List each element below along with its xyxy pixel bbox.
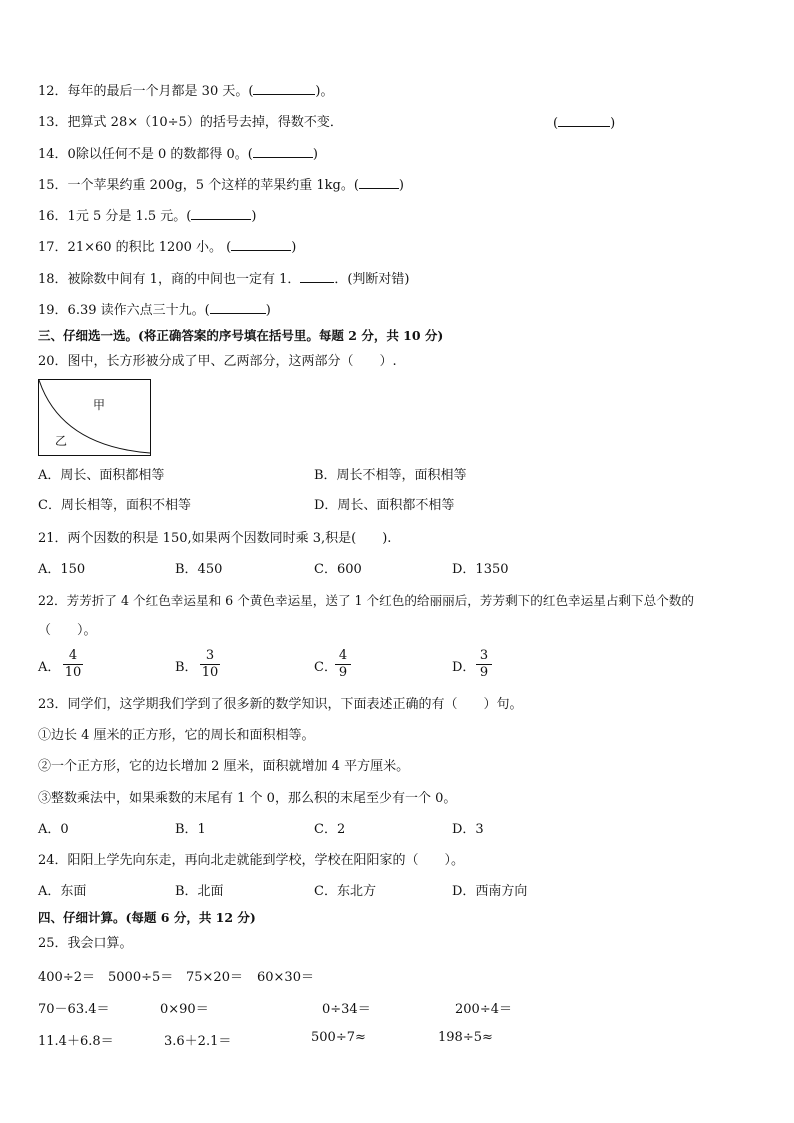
calc-item: 200÷4＝ [455, 1002, 512, 1017]
q22-option-a-fraction[interactable]: 4 10 [64, 648, 82, 680]
figure-label-a: 甲 [93, 398, 106, 412]
calc-item: 5000÷5＝ [108, 970, 174, 985]
question-12-text: 12．每年的最后一个月都是 30 天。( [38, 84, 254, 99]
q23-statement-3: ③整数乘法中，如果乘数的末尾有 1 个 0，那么积的末尾至少有一个 0。 [38, 791, 457, 806]
question-19: 19．6.39 读作六点三十九。( ) [38, 303, 271, 318]
q23-option-c[interactable]: C．2 [314, 822, 346, 837]
q23-statement-1: ①边长 4 厘米的正方形，它的周长和面积相等。 [38, 728, 315, 743]
q20-option-c[interactable]: C．周长相等，面积不相等 [38, 498, 191, 513]
q23-option-d[interactable]: D．3 [452, 822, 484, 837]
question-13-text: 13．把算式 28×（10÷5）的括号去掉，得数不变． [38, 115, 343, 130]
answer-blank[interactable] [253, 145, 313, 158]
question-12: 12．每年的最后一个月都是 30 天。( )。 [38, 84, 334, 99]
section-3-heading: 三、仔细选一选。(将正确答案的序号填在括号里。每题 2 分，共 10 分) [38, 328, 444, 343]
question-18: 18．被除数中间有 1，商的中间也一定有 1． ．(判断对错) [38, 272, 410, 287]
calc-item: 70－63.4＝ [38, 1002, 110, 1017]
q22-option-d-fraction[interactable]: 3 9 [476, 649, 492, 680]
q23-option-b[interactable]: B．1 [175, 822, 206, 837]
question-18-text: 18．被除数中间有 1，商的中间也一定有 1． [38, 272, 301, 287]
q24-option-c[interactable]: C．东北方 [314, 884, 376, 899]
answer-blank[interactable] [359, 176, 399, 189]
calc-item: 198÷5≈ [438, 1030, 493, 1045]
question-21-text: 21．两个因数的积是 150,如果两个因数同时乘 3,积是( ). [38, 531, 392, 546]
q20-option-a[interactable]: A．周长、面积都相等 [38, 468, 165, 483]
question-19-text: 19．6.39 读作六点三十九。( [38, 303, 210, 318]
figure-label-b: 乙 [55, 434, 68, 448]
answer-blank[interactable] [191, 207, 251, 220]
q21-option-b[interactable]: B．450 [175, 562, 223, 577]
calc-item: 0×90＝ [160, 1002, 209, 1017]
question-13-answer: ( ) [553, 116, 616, 131]
question-15-text: 15．一个苹果约重 200g，5 个这样的苹果约重 1kg。( [38, 178, 359, 193]
question-17: 17．21×60 的积比 1200 小。 ( ) [38, 240, 297, 255]
question-22-text: 22．芳芳折了 4 个红色幸运星和 6 个黄色幸运星，送了 1 个红色的给丽丽后，芳芳剩下的红色幸运星占剩下总个数的 [38, 593, 694, 608]
question-16: 16．1元 5 分是 1.5 元。( ) [38, 209, 257, 224]
answer-blank[interactable] [210, 301, 266, 314]
q21-option-c[interactable]: C．600 [314, 562, 362, 577]
answer-blank[interactable] [231, 238, 291, 251]
q22-option-b-label[interactable]: B． [175, 660, 198, 675]
question-15: 15．一个苹果约重 200g，5 个这样的苹果约重 1kg。( ) [38, 178, 404, 193]
q24-option-a[interactable]: A．东面 [38, 884, 87, 899]
question-25-text: 25．我会口算。 [38, 936, 133, 951]
q22-option-c-fraction[interactable]: 4 9 [335, 649, 351, 680]
q21-option-d[interactable]: D．1350 [452, 562, 509, 577]
question-14: 14．0除以任何不是 0 的数都得 0。( ) [38, 147, 318, 162]
question-24-text: 24．阳阳上学先向东走，再向北走就能到学校，学校在阳阳家的（ ）。 [38, 853, 465, 868]
q24-option-d[interactable]: D．西南方向 [452, 884, 528, 899]
q20-option-d[interactable]: D．周长、面积都不相等 [314, 498, 455, 513]
q23-statement-2: ②一个正方形，它的边长增加 2 厘米，面积就增加 4 平方厘米。 [38, 759, 410, 774]
rectangle-figure [38, 379, 151, 456]
calc-item: 3.6＋2.1＝ [164, 1034, 232, 1049]
question-14-text: 14．0除以任何不是 0 的数都得 0。( [38, 147, 253, 162]
question-16-text: 16．1元 5 分是 1.5 元。( [38, 209, 192, 224]
q22-option-c-label[interactable]: C． [314, 660, 337, 675]
q23-option-a[interactable]: A．0 [38, 822, 69, 837]
calc-item: 75×20＝ [186, 970, 243, 985]
q22-option-a-label[interactable]: A． [38, 660, 61, 675]
section-4-heading: 四、仔细计算。(每题 6 分，共 12 分) [38, 910, 256, 925]
q21-option-a[interactable]: A．150 [38, 562, 86, 577]
answer-blank[interactable] [558, 114, 610, 127]
calc-item: 0÷34＝ [322, 1002, 371, 1017]
calc-item: 60×30＝ [257, 970, 314, 985]
q24-option-b[interactable]: B．北面 [175, 884, 224, 899]
calc-item: 11.4＋6.8＝ [38, 1034, 114, 1049]
calc-item: 500÷7≈ [311, 1030, 366, 1045]
question-20-text: 20．图中，长方形被分成了甲、乙两部分，这两部分（ ）. [38, 354, 397, 369]
q22-option-b-fraction[interactable]: 3 10 [201, 648, 219, 680]
question-23-text: 23．同学们，这学期我们学到了很多新的数学知识，下面表述正确的有（ ）句。 [38, 697, 523, 712]
q22-option-d-label[interactable]: D． [452, 660, 476, 675]
question-13 [38, 114, 343, 132]
answer-blank[interactable] [300, 270, 334, 283]
q20-option-b[interactable]: B．周长不相等，面积相等 [314, 468, 467, 483]
answer-blank[interactable] [253, 82, 315, 95]
calc-item: 400÷2＝ [38, 970, 95, 985]
question-22-text-cont: （ ）。 [38, 623, 97, 638]
question-17-text: 17．21×60 的积比 1200 小。 ( [38, 240, 232, 255]
